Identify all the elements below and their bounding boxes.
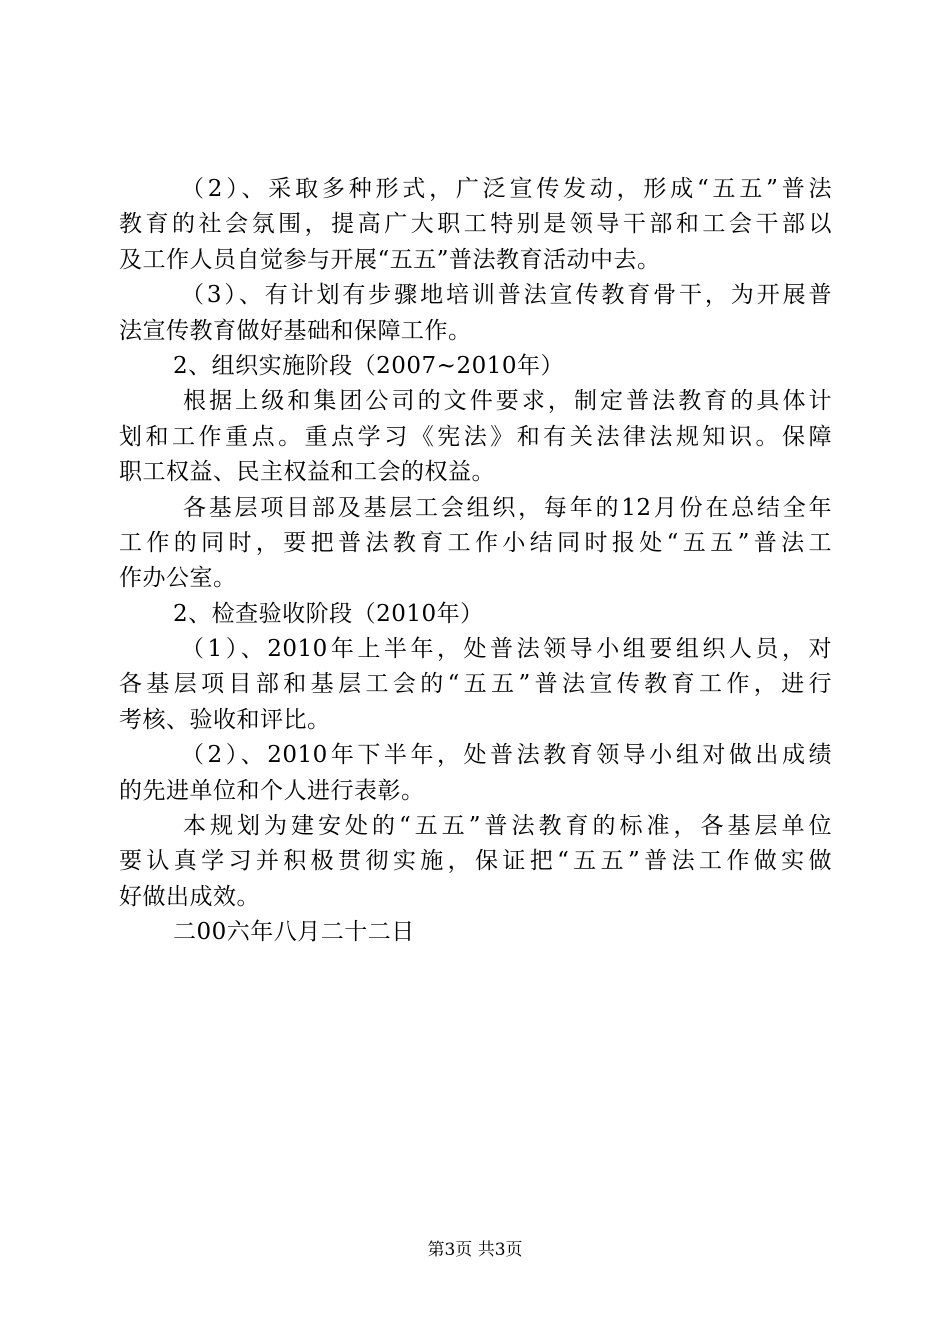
document-body xyxy=(119,172,832,951)
paragraph-line: 职工权益、民主权益和工会的权益。 xyxy=(119,459,495,486)
paragraph-line: 根据上级和集团公司的文件要求，制定普法教育的具体计 xyxy=(183,388,832,415)
paragraph-line: 考核、验收和评比。 xyxy=(119,706,331,733)
document-date: 二00六年八月二十二日 xyxy=(173,919,415,946)
paragraph-line: 各基层项目部和基层工会的“五五”普法宣传教育工作，进行 xyxy=(119,671,832,698)
paragraph-line: 教育的社会氛围，提高广大职工特别是领导干部和工会干部以 xyxy=(119,211,832,238)
paragraph-line: （2）、采取多种形式，广泛宣传发动，形成“五五”普法 xyxy=(181,176,832,202)
section-heading: 2、组织实施阶段（2007~2010年） xyxy=(173,352,564,379)
section-heading: 2、检查验收阶段（2010年） xyxy=(173,600,484,627)
paragraph-line: 法宣传教育做好基础和保障工作。 xyxy=(119,317,472,344)
paragraph-line: 本规划为建安处的“五五”普法教育的标准，各基层单位 xyxy=(183,813,832,840)
paragraph-line: （3）、有计划有步骤地培训普法宣传教育骨干，为开展普 xyxy=(181,282,832,309)
paragraph-line: 作办公室。 xyxy=(119,565,237,592)
paragraph-line: （2）、2010年下半年，处普法教育领导小组对做出成绩 xyxy=(181,742,832,769)
paragraph-line: 各基层项目部及基层工会组织，每年的12月份在总结全年 xyxy=(183,494,832,521)
paragraph-line: 的先进单位和个人进行表彰。 xyxy=(119,777,425,804)
paragraph-line: 要认真学习并积极贯彻实施，保证把“五五”普法工作做实做 xyxy=(119,848,832,875)
paragraph-line: 划和工作重点。重点学习《宪法》和有关法律法规知识。保障 xyxy=(119,423,832,450)
paragraph-line: 工作的同时，要把普法教育工作小结同时报处“五五”普法工 xyxy=(119,529,832,556)
paragraph-line: 及工作人员自觉参与开展“五五”普法教育活动中去。 xyxy=(119,246,661,273)
paragraph-line: （1）、2010年上半年，处普法领导小组要组织人员，对 xyxy=(181,636,832,663)
paragraph-line: 好做出成效。 xyxy=(119,883,260,910)
page-number-footer: 第3页 共3页 xyxy=(427,1240,523,1260)
